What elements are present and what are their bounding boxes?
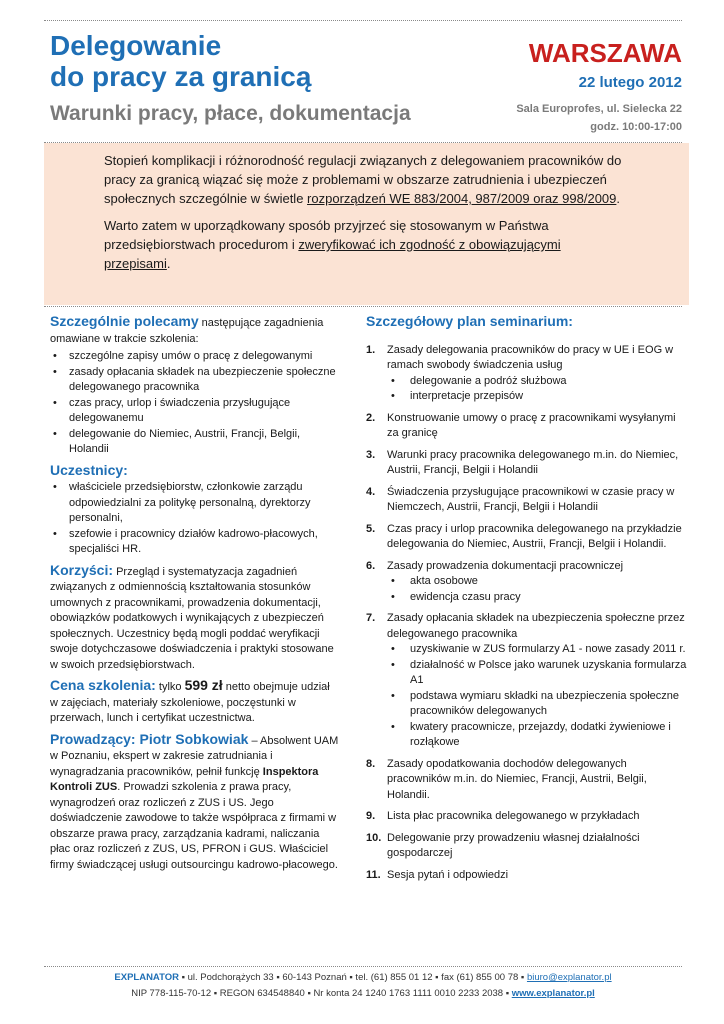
plan-item-number: 4. bbox=[366, 485, 376, 498]
event-hours: godz. 10:00-17:00 bbox=[590, 121, 682, 133]
trainer-role: Inspektora Kontroli ZUS bbox=[50, 765, 319, 793]
plan-subitems bbox=[387, 374, 688, 405]
benefits-section bbox=[50, 563, 340, 674]
price-amount: 599 zł bbox=[184, 677, 223, 693]
footer-line-1 bbox=[44, 970, 682, 986]
top-divider bbox=[44, 20, 682, 21]
plan-item-text: Konstruowanie umowy o pracę z pracownikami wysyłanymi za granicę bbox=[387, 411, 676, 439]
price-section bbox=[50, 678, 340, 727]
page-subtitle: Warunki pracy, płace, dokumentacja bbox=[50, 102, 411, 125]
left-column bbox=[50, 314, 340, 878]
footer-divider bbox=[44, 966, 682, 967]
footer-line-2 bbox=[44, 986, 682, 1002]
plan-item-number: 3. bbox=[366, 448, 376, 461]
participants-heading: Uczestnicy: bbox=[50, 461, 128, 478]
recommended-item: • delegowanie do Niemiec, Austrii, Francji, Belgii, Holandii bbox=[50, 427, 340, 458]
plan-item bbox=[366, 411, 688, 442]
plan-subitem: • uzyskiwanie w ZUS formularzy A1 - nowe zasady 2011 r. bbox=[387, 642, 688, 658]
footer bbox=[44, 970, 682, 1002]
trainer-name: Piotr Sobkowiak bbox=[135, 730, 249, 747]
recommended-heading: Szczególnie polecamy bbox=[50, 313, 199, 329]
trainer-heading: Prowadzący: bbox=[50, 730, 136, 747]
plan-item-text: Świadczenia przysługujące pracownikowi w czasie pracy w Niemczech, Austrii, Francji, Belgii i Holandii bbox=[387, 485, 675, 513]
plan-item-number: 2. bbox=[366, 411, 376, 424]
plan-item-text: Lista płac pracownika delegowanego w przykładach bbox=[387, 810, 640, 822]
plan-subitem: • ewidencja czasu pracy bbox=[387, 590, 688, 606]
plan-item bbox=[366, 522, 688, 553]
plan-item-number: 1. bbox=[366, 343, 376, 356]
plan-item bbox=[366, 448, 688, 479]
intro-p2-text: Warto zatem w uporządkowany sposób przyjrzeć się stosowanym w Państwa przedsiębiorstwach procedurom i bbox=[104, 218, 549, 252]
plan-item bbox=[366, 611, 688, 751]
plan-item-number: 6. bbox=[366, 559, 376, 572]
trainer-text-2: . Prowadzi szkolenia z prawa pracy, wynagrodzeń oraz rozliczeń z ZUS i US. Jego doświadczenie zawodowe to także współpraca z firmami w obszarze prawa pracy, zarządzania kadrami, naliczania płac oraz rozliczeń z ZUS, US, PFRON i GUS. Właściciel firmy świadczącej usługi outsourcingu kadrowo-płacowego. bbox=[50, 781, 338, 871]
price-text: netto obejmuje udział w zajęciach, materiały szkoleniowe, poczęstunki w przerwach, lunch i certyfikat uczestnictwa. bbox=[50, 681, 330, 724]
intro-p2-end: . bbox=[166, 256, 171, 271]
plan-item bbox=[366, 343, 688, 405]
page-title bbox=[50, 30, 470, 92]
recommended-item: • szczególne zapisy umów o pracę z delegowanymi bbox=[50, 349, 340, 365]
plan-item bbox=[366, 485, 688, 516]
plan-subitem: • delegowanie a podróż służbowa bbox=[387, 374, 688, 390]
participants-section bbox=[50, 463, 340, 558]
plan-item-text: Sesja pytań i odpowiedzi bbox=[387, 868, 509, 881]
plan-item-text: Czas pracy i urlop pracownika delegowanego na przykładzie delegowania do Niemiec, Austrii, Francji, Belgii i Holandii. bbox=[387, 522, 682, 550]
event-date: 22 lutego 2012 bbox=[578, 74, 682, 91]
plan-subitem: • akta osobowe bbox=[387, 574, 688, 590]
footer-website-link[interactable]: www.explanator.pl bbox=[511, 988, 595, 999]
recommended-intro bbox=[50, 314, 340, 347]
benefits-text: Przegląd i systematyzacja zagadnień związanych z odmiennością kształtowania stosunków umownych z pracownikami, prowadzenia dokumentacji, obowiązków podatkowych i wynikających z ubezpieczeń społecznych. Uczestnicy będą mogli poddać weryfikacji swoje dotychczasowe doświadczenia i praktyki stosowane w swoich przedsiębiorstwach. bbox=[50, 565, 334, 671]
intro-paragraph-2 bbox=[104, 216, 629, 273]
footer-registration: NIP 778-115-70-12 ▪ REGON 634548840 ▪ Nr konta 24 1240 1763 1111 0010 2233 2038 ▪ bbox=[131, 988, 512, 999]
intro-box bbox=[44, 143, 689, 305]
plan-subitem: • interpretacje przepisów bbox=[387, 389, 688, 405]
plan-item-number: 5. bbox=[366, 522, 376, 535]
plan-item-number: 7. bbox=[366, 612, 376, 624]
event-city: WARSZAWA bbox=[528, 38, 682, 68]
plan-item bbox=[366, 868, 688, 884]
recommended-list bbox=[50, 349, 340, 458]
plan-list bbox=[366, 343, 688, 884]
plan-item-number: 8. bbox=[366, 757, 376, 770]
intro-p1-end: . bbox=[616, 191, 621, 206]
plan-subitem: • działalność w Polsce jako warunek uzyskania formularza A1 bbox=[387, 658, 688, 689]
intro-p1-text: Stopień komplikacji i różnorodność regulacji związanych z delegowaniem pracowników do pracy za granicą wiązać się może z problemami w obszarze zatrudnienia i ubezpieczeń społecznych szczególnie w świetle bbox=[104, 153, 622, 206]
participants-list bbox=[50, 480, 340, 558]
recommended-item: • zasady opłacania składek na ubezpieczenie społeczne delegowanego pracownika bbox=[50, 365, 340, 396]
plan-item-text: Zasady opłacania składek na ubezpieczenia społeczne przez delegowanego pracownika bbox=[387, 612, 685, 640]
footer-address: ▪ ul. Podchorążych 33 ▪ 60-143 Poznań ▪ tel. (61) 855 01 12 ▪ fax (61) 855 00 78 ▪ bbox=[178, 972, 527, 983]
plan-item bbox=[366, 809, 688, 825]
plan-item-text: Delegowanie przy prowadzeniu własnej działalności gospodarczej bbox=[387, 831, 640, 859]
participant-item: • właściciele przedsiębiorstw, członkowie zarządu odpowiedzialni za politykę personalną, dyrektorzy personalni, bbox=[50, 480, 340, 527]
title-line-2: do pracy za granicą bbox=[50, 61, 312, 92]
plan-item bbox=[366, 559, 688, 606]
footer-company: EXPLANATOR bbox=[114, 972, 179, 983]
right-column bbox=[366, 314, 688, 889]
event-venue: Sala Europrofes, ul. Sielecka 22 bbox=[516, 103, 682, 115]
intro-paragraph-1 bbox=[104, 151, 629, 208]
verify-link[interactable]: zweryfikować ich zgodność z obowiązującymi przepisami bbox=[104, 237, 561, 271]
intro-bottom-divider bbox=[44, 306, 682, 307]
plan-item bbox=[366, 831, 688, 862]
plan-item-text: Zasady delegowania pracowników do pracy w UE i EOG w ramach swobody świadczenia usług bbox=[387, 343, 674, 371]
plan-subitems bbox=[387, 574, 688, 605]
trainer-text-1: – Absolwent UAM w Poznaniu, ekspert w zakresie zatrudniania i wynagradzania pracowników, pełnił funkcję bbox=[50, 734, 339, 778]
plan-item-text: Warunki pracy pracownika delegowanego m.in. do Niemiec, Austrii, Francji, Belgii i Holandii bbox=[387, 448, 679, 476]
plan-subitem: • podstawa wymiaru składki na ubezpieczenia społeczne pracowników delegowanych bbox=[387, 689, 688, 720]
plan-item-text: Zasady prowadzenia dokumentacji pracowniczej bbox=[387, 559, 624, 572]
plan-item-number: 11. bbox=[366, 868, 381, 881]
footer-email-link[interactable]: biuro@explanator.pl bbox=[526, 972, 612, 983]
plan-subitems bbox=[387, 642, 688, 751]
trainer-section bbox=[50, 732, 340, 874]
plan-item bbox=[366, 757, 688, 804]
recommended-intro-text: następujące zagadnienia omawiane w trakcie szkolenia: bbox=[50, 317, 324, 345]
plan-heading: Szczegółowy plan seminarium: bbox=[366, 313, 573, 329]
recommended-section bbox=[50, 314, 340, 458]
participant-item: • szefowie i pracownicy działów kadrowo-płacowych, specjaliści HR. bbox=[50, 527, 340, 558]
plan-subitem: • kwatery pracownicze, przejazdy, dodatki żywieniowe i rozłąkowe bbox=[387, 720, 688, 751]
benefits-heading: Korzyści: bbox=[50, 561, 114, 578]
price-heading: Cena szkolenia: bbox=[50, 677, 156, 693]
plan-item-number: 9. bbox=[366, 810, 376, 822]
plan-item-number: 10. bbox=[366, 831, 382, 844]
regulations-link[interactable]: rozporządzeń WE 883/2004, 987/2009 oraz 998/2009 bbox=[307, 191, 617, 206]
title-line-1: Delegowanie bbox=[50, 30, 222, 61]
price-pre: tylko bbox=[155, 681, 185, 693]
recommended-item: • czas pracy, urlop i świadczenia przysługujące delegowanemu bbox=[50, 396, 340, 427]
plan-item-text: Zasady opodatkowania dochodów delegowanych pracowników m.in. do Niemiec, Francji, Austrii, Belgii, Holandii. bbox=[387, 757, 647, 801]
